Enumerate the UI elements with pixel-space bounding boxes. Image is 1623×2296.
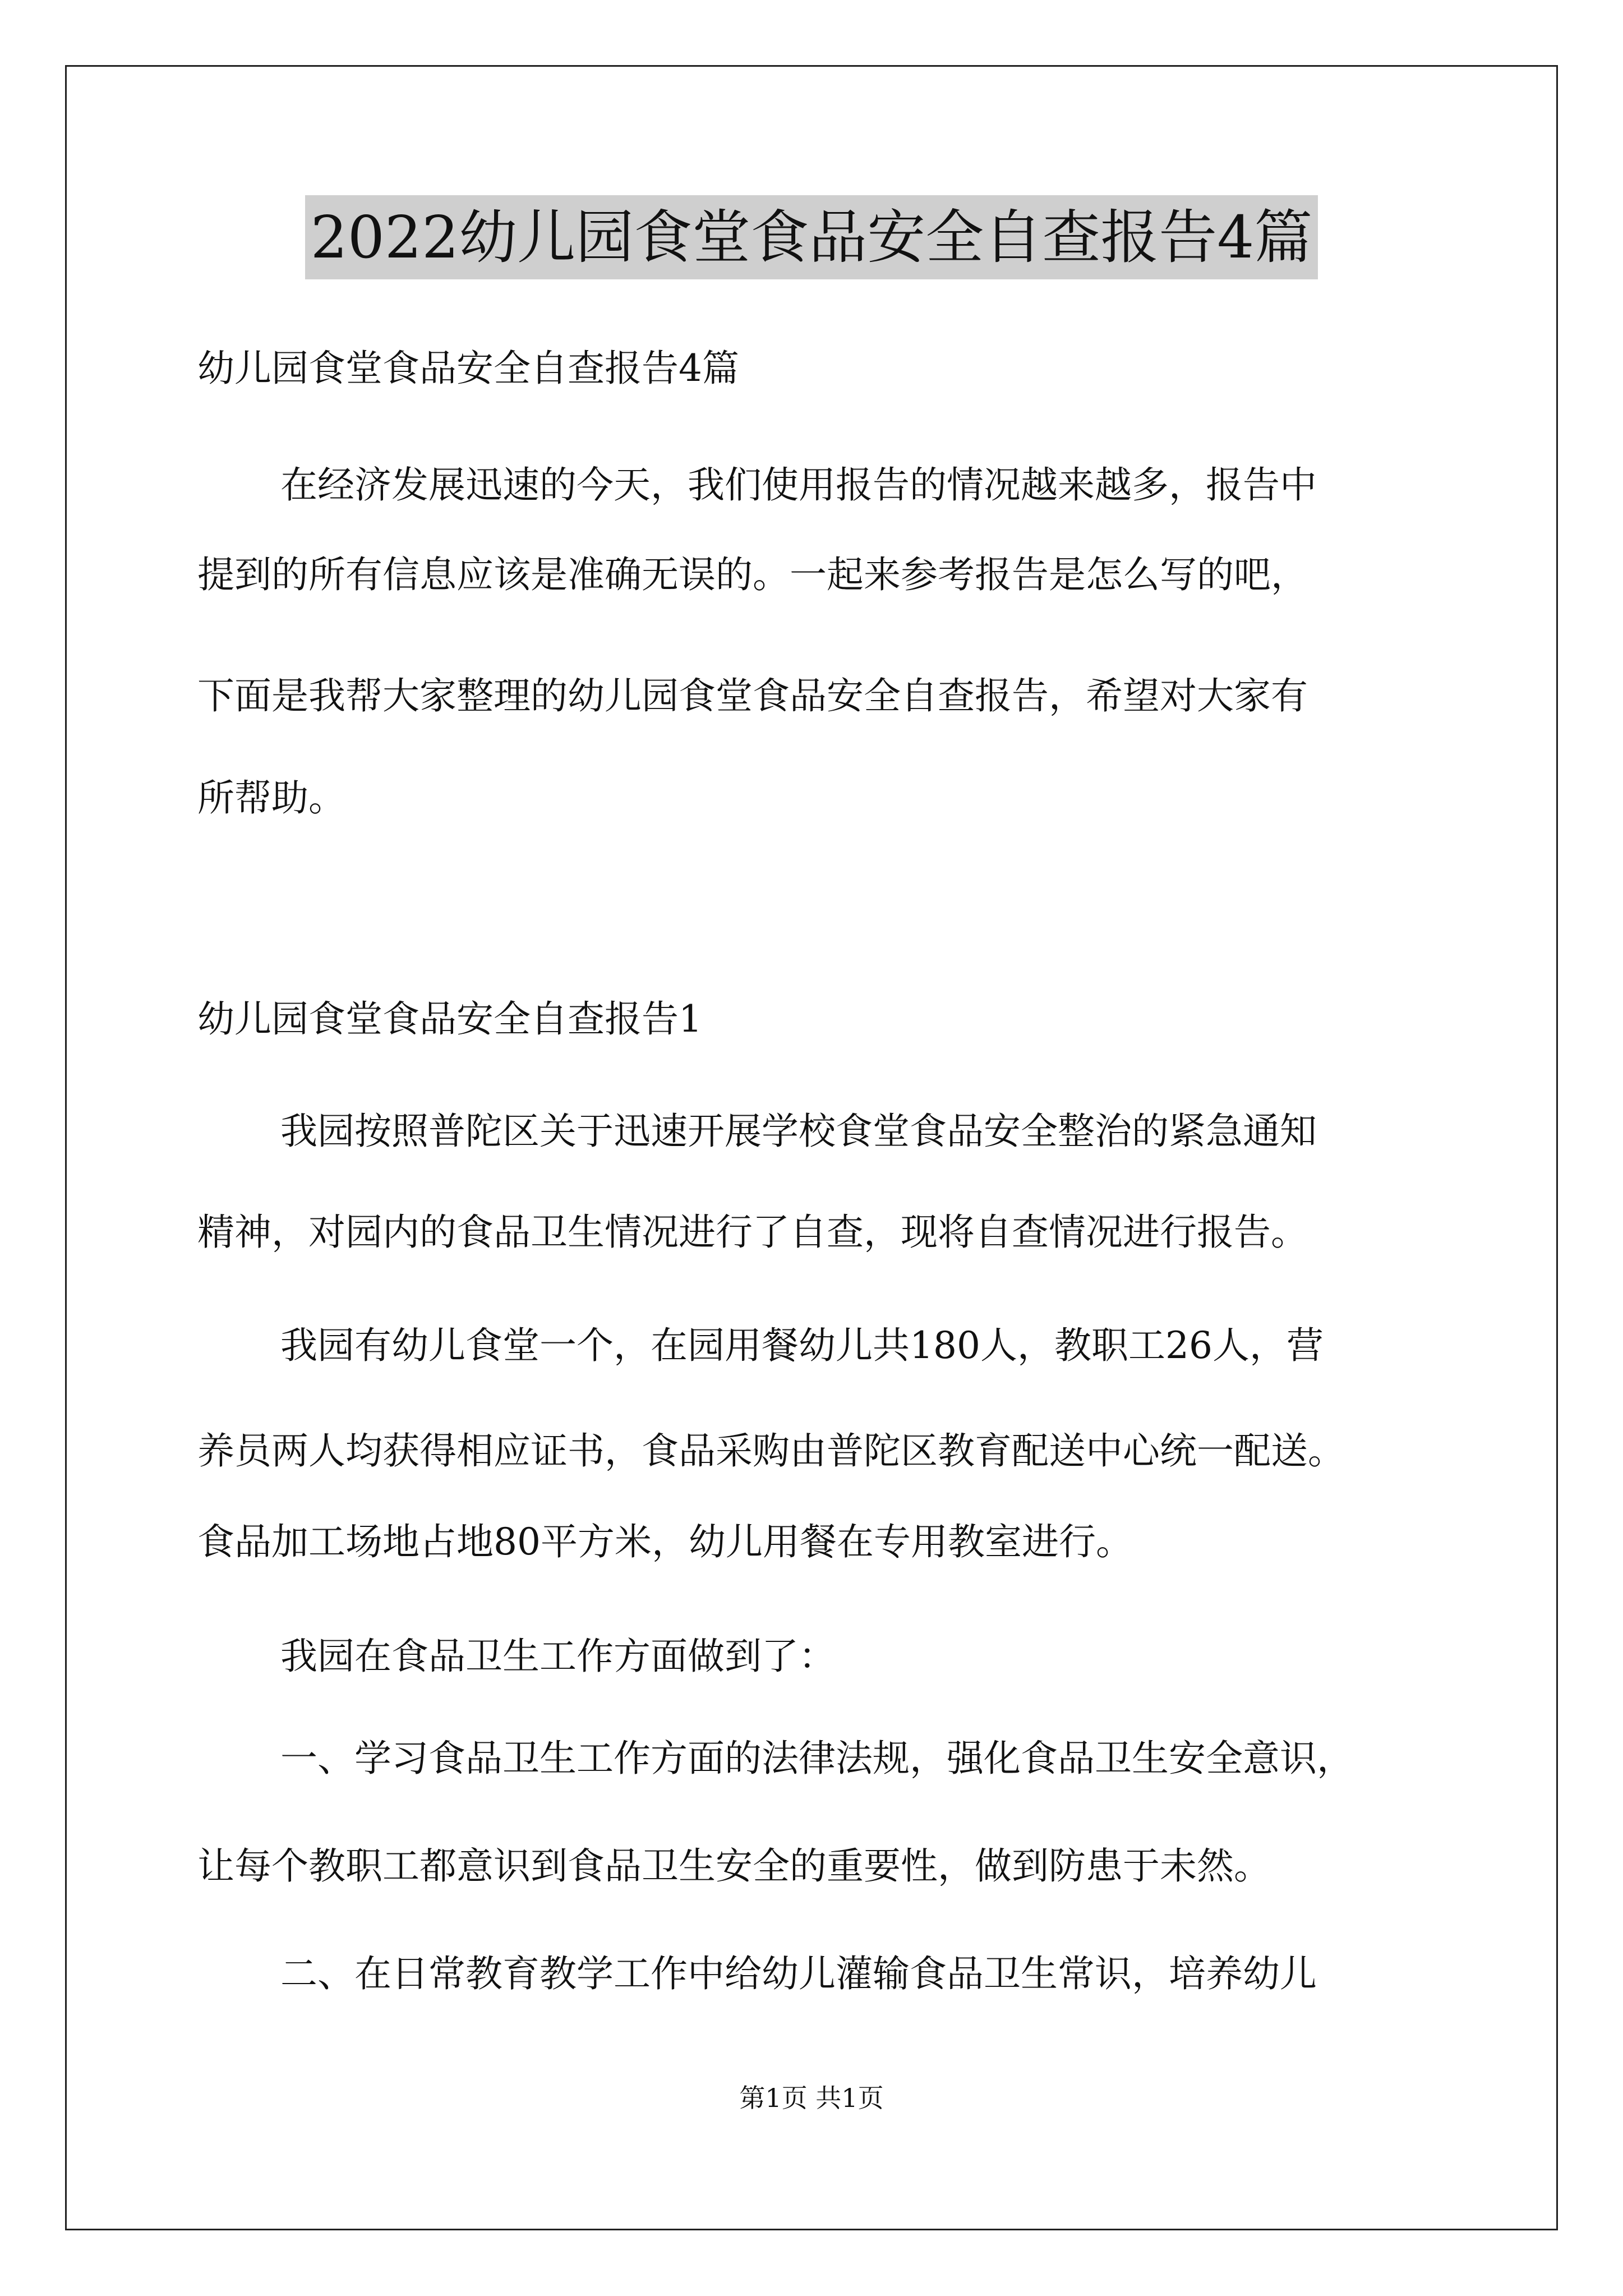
document-title: 2022幼儿园食堂食品安全自查报告4篇	[305, 195, 1318, 279]
paragraph-line: 食品加工场地占地80平方米，幼儿用餐在专用教室进行。	[197, 1520, 1133, 1563]
paragraph-line: 我园在食品卫生工作方面做到了：	[280, 1635, 836, 1678]
paragraph-line: 一、学习食品卫生工作方面的法律法规，强化食品卫生安全意识，	[280, 1737, 1354, 1780]
paragraph-line: 精神，对园内的食品卫生情况进行了自查，现将自查情况进行报告。	[197, 1211, 1308, 1254]
paragraph-line: 我园按照普陀区关于迅速开展学校食堂食品安全整治的紧急通知	[280, 1110, 1317, 1153]
subtitle-line: 幼儿园食堂食品安全自查报告4篇	[197, 347, 739, 390]
paragraph-line: 下面是我帮大家整理的幼儿园食堂食品安全自查报告，希望对大家有	[197, 674, 1308, 717]
title-container	[0, 195, 1623, 279]
page-number-footer: 第1页 共1页	[739, 2083, 884, 2113]
paragraph-line: 我园有幼儿食堂一个，在园用餐幼儿共180人，教职工26人，营	[280, 1324, 1324, 1367]
paragraph-line: 在经济发展迅速的今天，我们使用报告的情况越来越多，报告中	[280, 463, 1317, 507]
section-heading: 幼儿园食堂食品安全自查报告1	[197, 997, 702, 1041]
paragraph-line: 养员两人均获得相应证书，食品采购由普陀区教育配送中心统一配送。	[197, 1429, 1345, 1473]
paragraph-line: 让每个教职工都意识到食品卫生安全的重要性，做到防患于未然。	[197, 1844, 1271, 1888]
paragraph-line: 所帮助。	[197, 776, 345, 820]
paragraph-line: 二、在日常教育教学工作中给幼儿灌输食品卫生常识，培养幼儿	[280, 1952, 1317, 1995]
paragraph-line: 提到的所有信息应该是准确无误的。一起来参考报告是怎么写的吧，	[197, 553, 1308, 596]
